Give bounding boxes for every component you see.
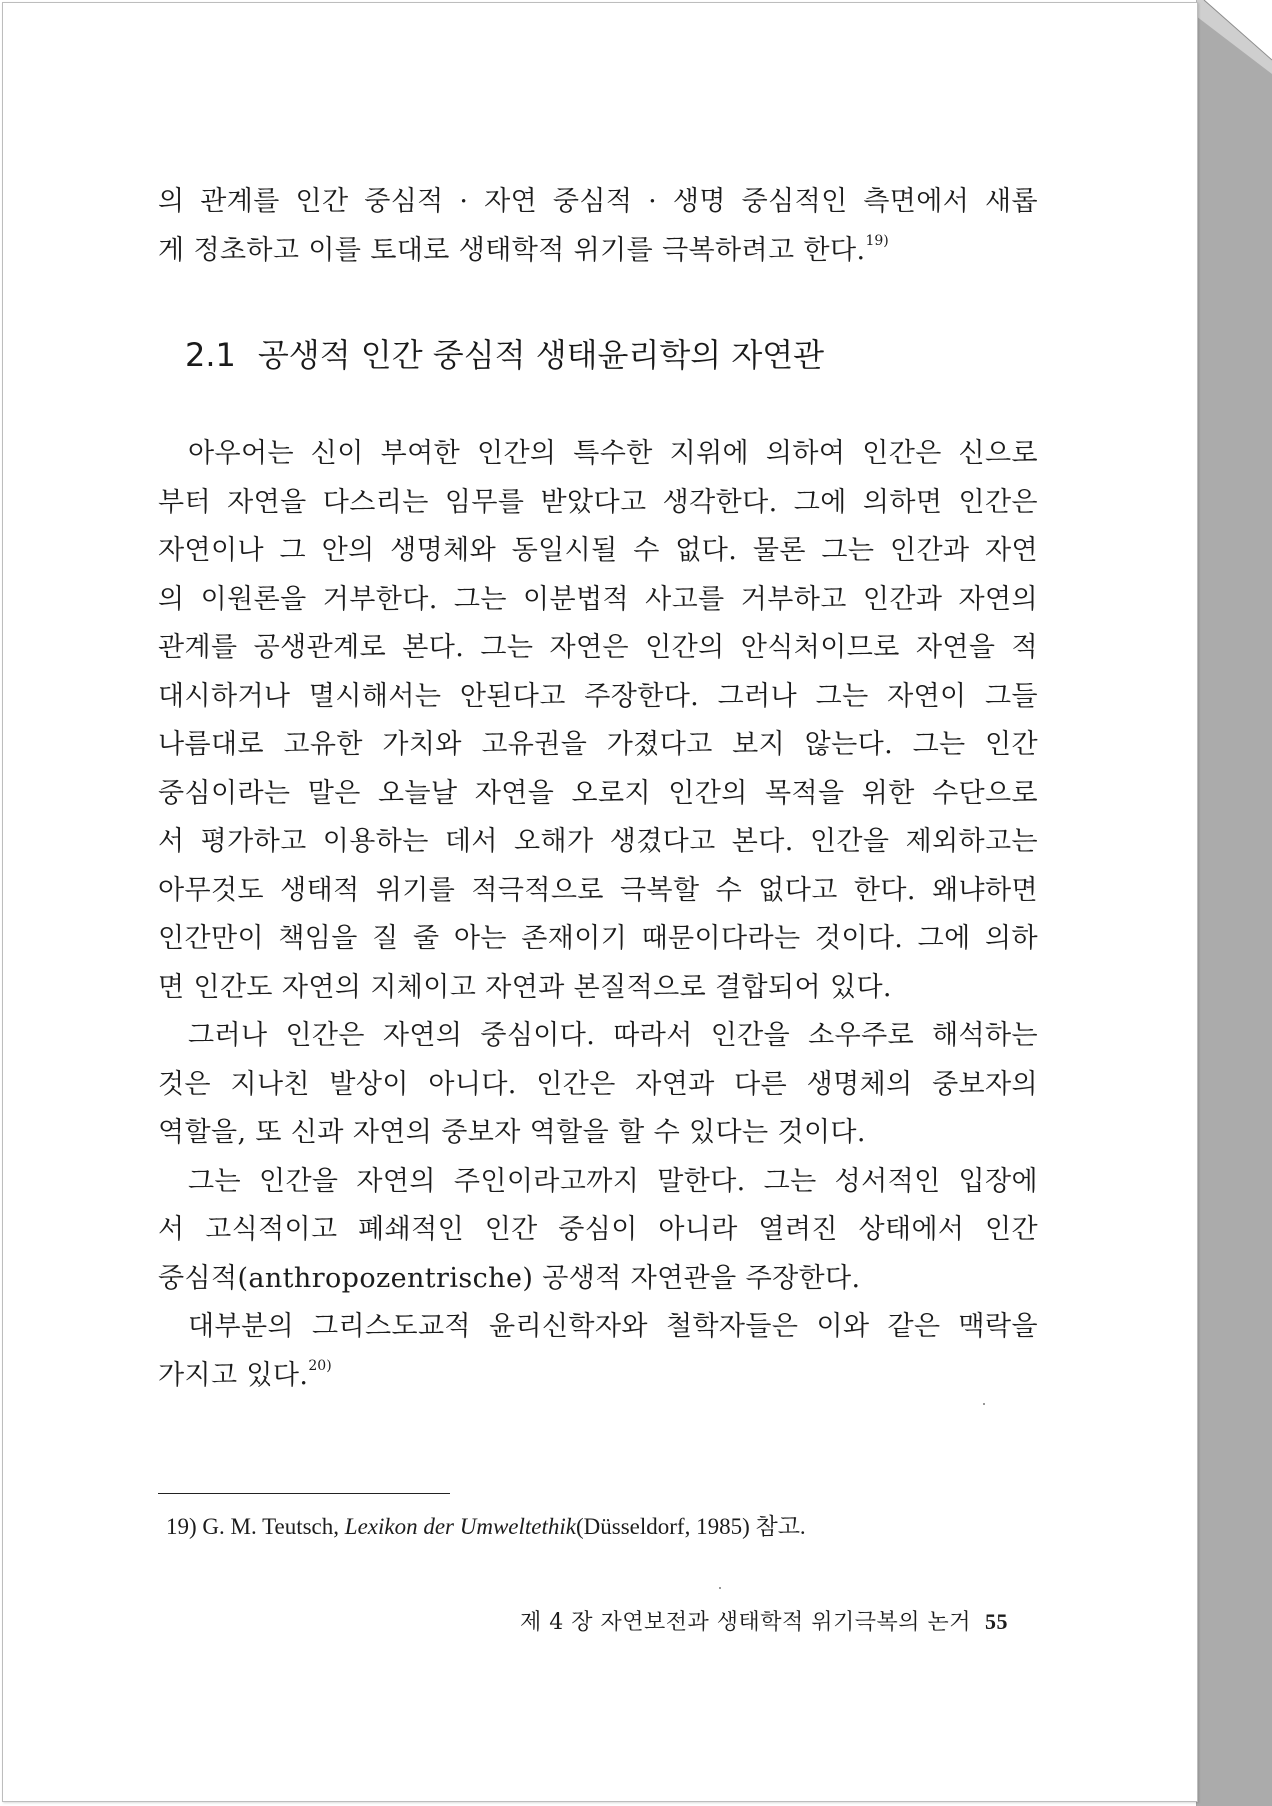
text-line: 그는 인간을 자연의 주인이라고까지 말한다. 그는 성서적인 입장에 [188,1165,1038,1197]
text-line: 아우어는 신이 부여한 인간의 특수한 지위에 의하여 인간은 신으로 [188,438,1038,469]
text-line: 대부분의 그리스도교적 윤리신학자와 철학자들은 이와 같은 맥락을 [188,1311,1038,1342]
text-line: 나름대로 고유한 가치와 고유권을 가졌다고 보지 않는다. 그는 인간 [158,729,1038,760]
text-line: 그러나 인간은 자연의 중심이다. 따라서 인간을 소우주로 해석하는 [188,1020,1038,1051]
footnote-ref: 20) [308,1357,332,1374]
chapter-title: 제 4 장 자연보전과 생태학적 위기극복의 논거 [520,1610,971,1635]
text-line: 서 고식적이고 폐쇄적인 인간 중심이 아니라 열려진 상태에서 인간 [158,1214,1038,1245]
text-line: 중심이라는 말은 오늘날 자연을 오로지 인간의 목적을 위한 수단으로 [158,777,1038,809]
text-line: 대시하거나 멸시해서는 안된다고 주장한다. 그러나 그는 자연이 그들 [158,680,1038,712]
text-line: 서 평가하고 이용하는 데서 오해가 생겼다고 본다. 인간을 제외하고는 [158,826,1038,857]
footnote-divider [158,1493,450,1494]
section-number: 2.1 [185,336,236,374]
footnote-author: G. M. Teutsch, [202,1514,340,1539]
footnote-number: 19) [166,1514,197,1539]
footnote-ref: 19) [865,232,889,249]
scan-speck [719,1587,721,1589]
text-line: 부터 자연을 다스리는 임무를 받았다고 생각한다. 그에 의하면 인간은 [158,486,1038,518]
top-paragraph [158,178,1038,275]
text-line: 의 관계를 인간 중심적 · 자연 중심적 · 생명 중심적인 측면에서 새롭 [158,186,1038,217]
scan-speck [983,1403,985,1405]
running-footer [478,1605,1008,1640]
text-line: 중심적(anthropozentrische) 공생적 자연관을 주장한다. [158,1262,861,1294]
paragraph [158,430,1038,1400]
text-line: 관계를 공생관계로 본다. 그는 자연은 인간의 안식처이므로 자연을 적 [158,632,1038,663]
section-heading [185,330,1035,380]
section-title: 공생적 인간 중심적 생태윤리학의 자연관 [257,336,825,374]
text-line: 면 인간도 자연의 지체이고 자연과 본질적으로 결합되어 있다. [158,971,892,1003]
text-line: 것은 지나친 발상이 아니다. 인간은 자연과 다른 생명체의 중보자의 [158,1068,1038,1100]
text-line: 가지고 있다.$^{20)}$ [158,1357,332,1391]
page-number: 55 [985,1609,1008,1634]
text-line: 역할을, 또 신과 자연의 중보자 역할을 할 수 있다는 것이다. [158,1117,866,1148]
text-line: 의 이원론을 거부한다. 그는 이분법적 사고를 거부하고 인간과 자연의 [158,583,1038,615]
page-stack-edge [1196,0,1272,1806]
footnote [166,1510,1026,1544]
footnote-details: (Düsseldorf, 1985) 참고. [576,1514,806,1539]
text-line: 아무것도 생태적 위기를 적극적으로 극복할 수 없다고 한다. 왜냐하면 [158,874,1038,906]
footnote-book-title: Lexikon der Umweltethik [344,1514,576,1539]
text-line: 인간만이 책임을 질 줄 아는 존재이기 때문이다라는 것이다. 그에 의하 [158,923,1038,954]
text-line: 자연이나 그 안의 생명체와 동일시될 수 없다. 물론 그는 인간과 자연 [158,535,1038,566]
text-line: 게 정초하고 이를 토대로 생태학적 위기를 극복하려고 한다.$^{19)}$ [158,232,889,266]
